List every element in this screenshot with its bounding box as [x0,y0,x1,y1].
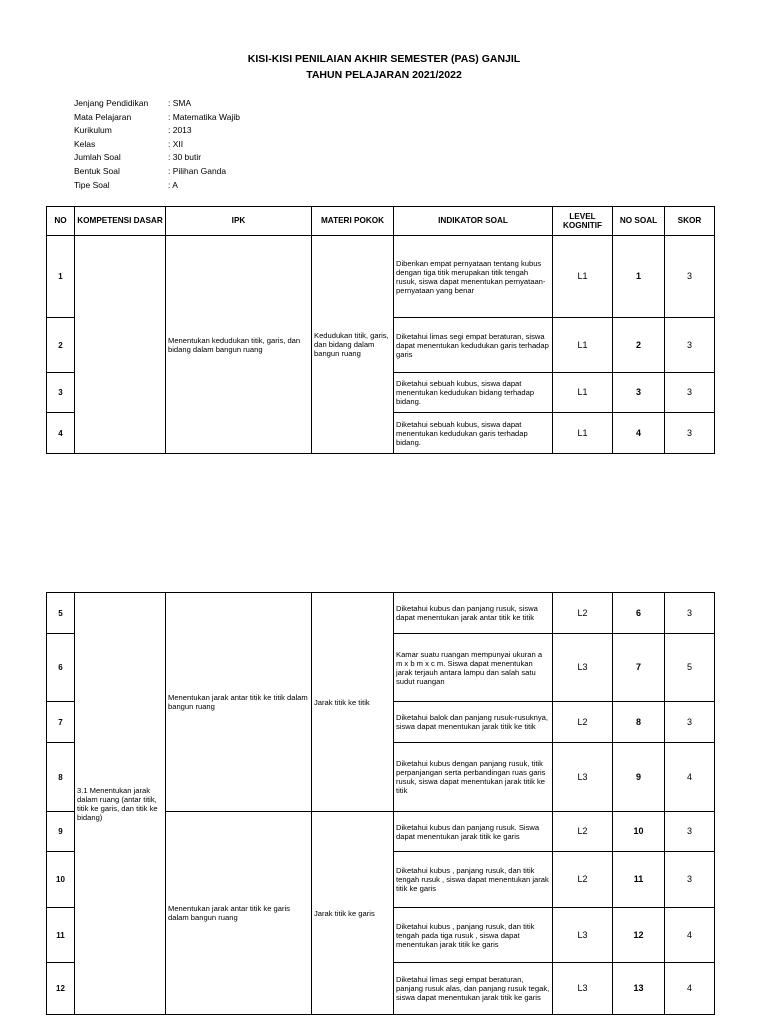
level-cell: L1 [553,413,613,454]
materi-pokok-cell: Kedudukan titik, garis, dan bidang dalam bangun ruang [312,236,394,454]
row-no: 6 [47,634,75,702]
skor-cell: 5 [665,634,715,702]
meta-row [74,165,240,179]
meta-key: Mata Pelajaran [74,111,132,122]
meta-row [74,179,240,193]
level-cell: L2 [553,702,613,743]
meta-value: : A [168,179,178,190]
no-soal-cell: 4 [613,413,665,454]
indikator-cell: Diketahui kubus , panjang rusuk, dan titik tengah pada tiga rusuk , siswa dapat menentukan jarak titik ke garis [394,908,553,963]
ipk-cell: Menentukan jarak antar titik ke garis dalam bangun ruang [166,812,312,1015]
meta-row [74,151,240,165]
level-cell: L1 [553,236,613,318]
no-soal-cell: 11 [613,852,665,908]
indikator-cell: Diketahui kubus dengan panjang rusuk, titik perpanjangan serta perbandingan ruas garis rusuk, siswa dapat menentukan jarak titik ke titik [394,743,553,812]
materi-pokok-cell: Jarak titik ke garis [312,812,394,1015]
header-level-kognitif: LEVEL KOGNITIF [553,207,613,236]
indikator-cell: Diketahui kubus , panjang rusuk, dan titik tengah rusuk , siswa dapat menentukan jarak titik ke garis [394,852,553,908]
indikator-cell: Diketahui balok dan panjang rusuk-rusuknya, siswa dapat menentukan jarak titik ke titik [394,702,553,743]
row-no: 5 [47,593,75,634]
table-header-row [47,207,715,236]
indikator-cell: Diketahui limas segi empat beraturan, panjang rusuk alas, dan panjang rusuk tegak, siswa dapat menentukan jarak titik ke garis [394,963,553,1015]
skor-cell: 4 [665,743,715,812]
skor-cell: 3 [665,413,715,454]
ipk-cell: Menentukan jarak antar titik ke titik dalam bangun ruang [166,593,312,812]
header-ipk: IPK [166,207,312,236]
no-soal-cell: 13 [613,963,665,1015]
indikator-cell: Diberikan empat pernyataan tentang kubus dengan tiga titik merupakan titik tengah rusuk, siswa dapat menentukan pernyataan-pernyataan yang benar [394,236,553,318]
indikator-cell: Diketahui sebuah kubus, siswa dapat menentukan kedudukan garis terhadap bidang. [394,413,553,454]
level-cell: L2 [553,852,613,908]
meta-key: Kurikulum [74,125,112,136]
row-no: 11 [47,908,75,963]
row-no: 2 [47,318,75,373]
indikator-cell: Diketahui kubus dan panjang rusuk, siswa dapat menentukan jarak antar titik ke titik [394,593,553,634]
meta-row [74,97,240,111]
kompetensi-dasar-cell [75,236,166,454]
kisi-kisi-table-2 [46,592,715,1015]
row-no: 9 [47,812,75,852]
no-soal-cell: 9 [613,743,665,812]
meta-value: : Pilihan Ganda [168,165,227,176]
level-cell: L2 [553,812,613,852]
meta-value: : SMA [168,98,192,108]
skor-cell: 3 [665,852,715,908]
no-soal-cell: 3 [613,373,665,413]
row-no: 12 [47,963,75,1015]
no-soal-cell: 6 [613,593,665,634]
level-cell: L1 [553,318,613,373]
header-kompetensi-dasar: KOMPETENSI DASAR [75,207,166,236]
meta-key: Jenjang Pendidikan [74,98,149,108]
row-no: 3 [47,373,75,413]
kompetensi-dasar-cell: 3.1 Menentukan jarak dalam ruang (antar titik, titik ke garis, dan titik ke bidang) [75,593,166,1015]
meta-key: Tipe Soal [74,179,110,190]
no-soal-cell: 12 [613,908,665,963]
ipk-cell: Menentukan kedudukan titik, garis, dan bidang dalam bangun ruang [166,236,312,454]
meta-value: : Matematika Wajib [168,111,240,122]
no-soal-cell: 1 [613,236,665,318]
level-cell: L3 [553,963,613,1015]
row-no: 8 [47,743,75,812]
no-soal-cell: 8 [613,702,665,743]
indikator-cell: Diketahui kubus dan panjang rusuk. Siswa dapat menentukan jarak titik ke garis [394,812,553,852]
skor-cell: 3 [665,236,715,318]
indikator-cell: Diketahui sebuah kubus, siswa dapat menentukan kedudukan bidang terhadap bidang. [394,373,553,413]
row-no: 10 [47,852,75,908]
skor-cell: 4 [665,908,715,963]
metadata-block [74,97,240,192]
no-soal-cell: 10 [613,812,665,852]
level-cell: L1 [553,373,613,413]
header-skor: SKOR [665,207,715,236]
meta-row [74,124,240,138]
indikator-cell: Kamar suatu ruangan mempunyai ukuran a m x b m x c m. Siswa dapat menentukan jarak terjauh antara lampu dan salah satu sudut ruangan [394,634,553,702]
row-no: 7 [47,702,75,743]
table-row [47,236,715,318]
skor-cell: 3 [665,593,715,634]
row-no: 4 [47,413,75,454]
header-materi-pokok: MATERI POKOK [312,207,394,236]
meta-value: : 30 butir [168,152,202,163]
no-soal-cell: 7 [613,634,665,702]
row-no: 1 [47,236,75,318]
meta-key: Kelas [74,138,96,149]
table-row [47,593,715,634]
skor-cell: 3 [665,702,715,743]
document-subtitle: TAHUN PELAJARAN 2021/2022 [306,69,462,81]
level-cell: L3 [553,743,613,812]
header-indikator-soal: INDIKATOR SOAL [394,207,553,236]
meta-value: : XII [168,138,184,149]
kisi-kisi-table-1 [46,206,715,454]
header-no: NO [47,207,75,236]
no-soal-cell: 2 [613,318,665,373]
meta-row [74,138,240,152]
meta-row [74,111,240,125]
indikator-cell: Diketahui limas segi empat beraturan, siswa dapat menentukan kedudukan garis terhadap garis [394,318,553,373]
level-cell: L2 [553,593,613,634]
skor-cell: 4 [665,963,715,1015]
level-cell: L3 [553,908,613,963]
meta-key: Bentuk Soal [74,165,120,176]
skor-cell: 3 [665,318,715,373]
materi-pokok-cell: Jarak titik ke titik [312,593,394,812]
header-no-soal: NO SOAL [613,207,665,236]
meta-key: Jumlah Soal [74,152,121,163]
document-title: KISI-KISI PENILAIAN AKHIR SEMESTER (PAS) GANJIL [247,53,521,65]
skor-cell: 3 [665,812,715,852]
meta-value: : 2013 [168,125,192,136]
level-cell: L3 [553,634,613,702]
skor-cell: 3 [665,373,715,413]
